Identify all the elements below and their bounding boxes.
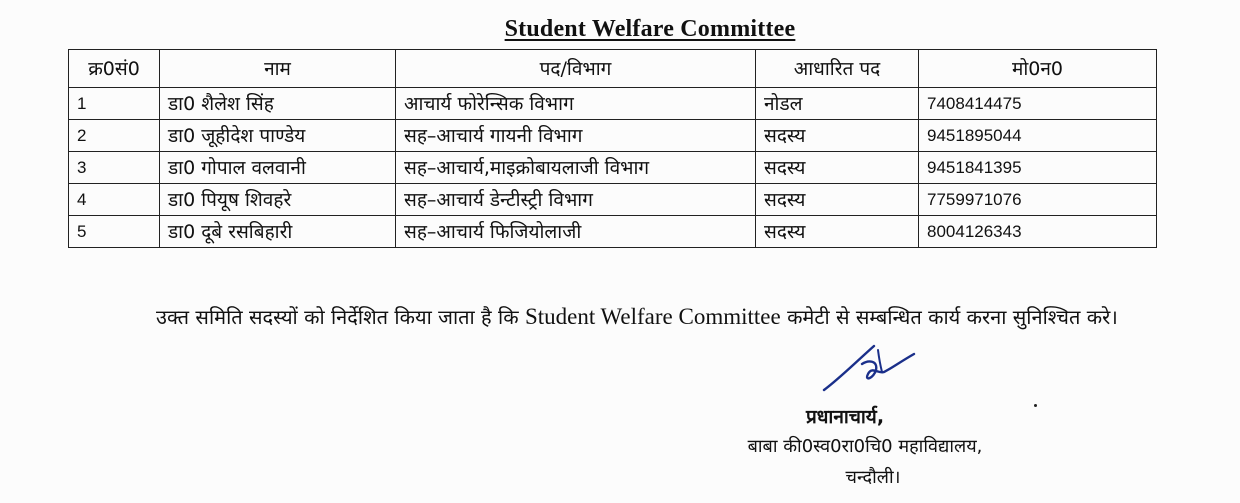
table-row xyxy=(69,152,1157,184)
table-row xyxy=(69,216,1157,248)
instruction-text-part1: उक्त समिति सदस्यों को निर्देशित किया जाता है कि xyxy=(156,305,525,329)
header-post-department: पद/विभाग xyxy=(396,50,756,88)
header-serial: क्र0सं0 xyxy=(69,50,160,88)
instruction-paragraph xyxy=(80,299,1142,335)
cell-assigned-post: सदस्य xyxy=(756,152,919,184)
cell-name: डा0 गोपाल वलवानी xyxy=(160,152,396,184)
cell-mobile: 8004126343 xyxy=(919,216,1157,248)
cell-name: डा0 पियूष शिवहरे xyxy=(160,184,396,216)
signature-scribble xyxy=(818,340,928,395)
cell-serial: 3 xyxy=(69,152,160,184)
table-row xyxy=(69,88,1157,120)
cell-post-department: सह–आचार्य गायनी विभाग xyxy=(396,120,756,152)
cell-post-department: आचार्य फोरेन्सिक विभाग xyxy=(396,88,756,120)
cell-serial: 4 xyxy=(69,184,160,216)
cell-mobile: 7408414475 xyxy=(919,88,1157,120)
cell-name: डा0 जूहीदेश पाण्डेय xyxy=(160,120,396,152)
table-row xyxy=(69,120,1157,152)
cell-serial: 5 xyxy=(69,216,160,248)
cell-assigned-post: सदस्य xyxy=(756,216,919,248)
cell-post-department: सह–आचार्य डेन्टीस्ट्री विभाग xyxy=(396,184,756,216)
instruction-text-part2: कमेटी से सम्बन्धित कार्य करना सुनिश्चित करे। xyxy=(780,305,1118,329)
cell-mobile: 9451841395 xyxy=(919,152,1157,184)
cell-post-department: सह–आचार्य फिजियोलाजी xyxy=(396,216,756,248)
header-mobile: मो0न0 xyxy=(919,50,1157,88)
cell-assigned-post: सदस्य xyxy=(756,184,919,216)
cell-serial: 1 xyxy=(69,88,160,120)
committee-table xyxy=(68,49,1157,248)
signatory-place: चन्दौली। xyxy=(845,467,901,488)
signatory-designation: प्रधानाचार्य, xyxy=(805,406,885,428)
table-header-row xyxy=(69,50,1157,88)
cell-serial: 2 xyxy=(69,120,160,152)
instruction-committee-name: Student Welfare Committee xyxy=(524,304,781,329)
header-assigned-post: आधारित पद xyxy=(756,50,919,88)
cell-name: डा0 शैलेश सिंह xyxy=(160,88,396,120)
header-name: नाम xyxy=(160,50,396,88)
cell-post-department: सह–आचार्य,माइक्रोबायलाजी विभाग xyxy=(396,152,756,184)
cell-name: डा0 दूबे रसबिहारी xyxy=(160,216,396,248)
signatory-block xyxy=(690,403,1040,493)
cell-mobile: 9451895044 xyxy=(919,120,1157,152)
table-row xyxy=(69,184,1157,216)
page-title: Student Welfare Committee xyxy=(504,16,796,42)
cell-mobile: 7759971076 xyxy=(919,184,1157,216)
cell-assigned-post: सदस्य xyxy=(756,120,919,152)
signatory-college: बाबा की0स्व0रा0चि0 महाविद्यालय, xyxy=(747,436,983,457)
cell-assigned-post: नोडल xyxy=(756,88,919,120)
